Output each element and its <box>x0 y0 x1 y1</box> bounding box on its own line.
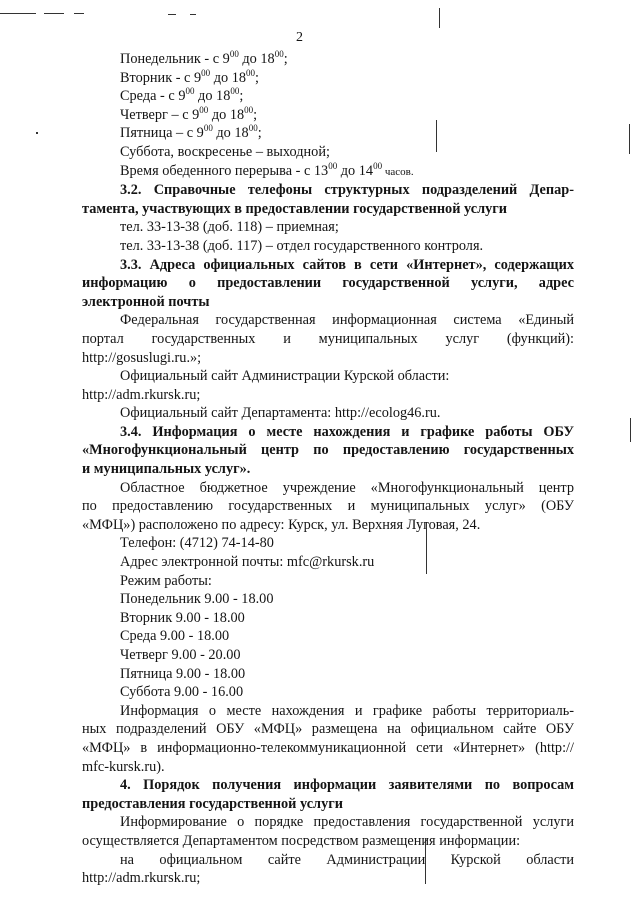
heading-line: «Многофункциональный центр по предоставлению государственных <box>82 442 574 459</box>
admin-site-paragraph <box>82 367 574 404</box>
heading-line: 3.4. Информация о месте нахождения и графике работы ОБУ <box>120 423 574 440</box>
heading-line: информацию о предоставлении государственной услуги, адрес <box>82 275 574 292</box>
section-3-2-heading <box>82 181 574 218</box>
text-line: Официальный сайт Администрации Курской области: <box>120 368 450 385</box>
schedule-line: Пятница – с $9^{00}$ до $18^{00}$; <box>120 124 262 142</box>
text-line: http://adm.rkursk.ru; <box>82 870 201 887</box>
portal-paragraph <box>82 311 574 367</box>
schedule-list <box>82 50 574 181</box>
heading-line: 3.2. Справочные телефоны структурных подразделений Депар- <box>120 182 574 199</box>
text-line: портал государственных и муниципальных услуг (функций): <box>82 330 574 347</box>
heading-line: электронной почты <box>82 293 210 310</box>
scan-mark <box>190 14 196 15</box>
mfc-mode: Режим работы: <box>120 572 212 589</box>
mfc-info-paragraph <box>82 702 574 776</box>
text-line: mfc-kursk.ru). <box>82 758 165 775</box>
text-line: Информация о месте нахождения и графике работы территориаль- <box>120 702 574 719</box>
schedule-line: Понедельник - с $9^{00}$ до $18^{00}$; <box>120 50 288 67</box>
heading-line: и муниципальных услуг». <box>82 461 251 478</box>
text-line: http://adm.rkursk.ru; <box>82 386 201 403</box>
mfc-schedule-line: Суббота 9.00 - 16.00 <box>120 684 244 701</box>
document-body <box>82 50 574 888</box>
phone-line: тел. 33-13-38 (доб. 117) – отдел государственного контроля. <box>120 237 484 254</box>
phone-line: тел. 33-13-38 (доб. 118) – приемная; <box>120 219 339 236</box>
mfc-schedule-line: Четверг 9.00 - 20.00 <box>120 647 241 663</box>
inform-paragraph <box>82 813 574 850</box>
text-line: «МФЦ» в информационно-телекоммуникационной сети «Интернет» (http:// <box>82 739 574 756</box>
official-paragraph <box>82 851 574 888</box>
section-3-4-heading <box>82 423 574 479</box>
scan-mark <box>629 124 630 154</box>
dept-site-line: Официальный сайт Департамента: http://ecolog46.ru. <box>120 405 441 422</box>
text-line: Федеральная государственная информационная система «Единый <box>120 312 574 329</box>
heading-line: предоставления государственной услуги <box>82 795 343 812</box>
scan-mark <box>168 14 176 15</box>
mfc-paragraph <box>82 479 574 535</box>
scan-mark <box>44 13 64 14</box>
section-3-3-heading <box>82 256 574 312</box>
text-line: по предоставлению государственных и муниципальных услуг» (ОБУ <box>82 498 574 515</box>
mfc-schedule-line: Вторник 9.00 - 18.00 <box>120 609 245 626</box>
heading-line: 3.3. Адреса официальных сайтов в сети «Интернет», содержащих <box>120 256 574 273</box>
text-line: «МФЦ») расположено по адресу: Курск, ул. Верхняя Луговая, 24. <box>82 516 481 533</box>
scan-mark <box>439 8 440 28</box>
scan-mark <box>36 132 38 134</box>
scan-mark <box>630 418 631 442</box>
heading-line: 4. Порядок получения информации заявителями по вопросам <box>120 777 574 794</box>
text-line: Областное бюджетное учреждение «Многофункциональный центр <box>120 479 574 496</box>
mfc-schedule-line: Понедельник 9.00 - 18.00 <box>120 591 274 608</box>
text-line: осуществляется Департаментом посредством размещения информации: <box>82 832 521 849</box>
heading-line: тамента, участвующих в предоставлении государственной услуги <box>82 200 507 217</box>
mfc-phone: Телефон: (4712) 74-14-80 <box>120 535 274 552</box>
text-line: Информирование о порядке предоставления государственной услуги <box>120 814 574 831</box>
section-4-heading <box>82 776 574 813</box>
mfc-schedule-line: Среда 9.00 - 18.00 <box>120 628 230 645</box>
scan-mark <box>74 13 84 14</box>
schedule-line: Вторник - с $9^{00}$ до $18^{00}$; <box>120 68 259 86</box>
schedule-line: Среда - с $9^{00}$ до $18^{00}$; <box>120 87 244 105</box>
scan-mark <box>0 13 36 14</box>
mfc-schedule-line: Пятница 9.00 - 18.00 <box>120 665 246 682</box>
text-line: http://gosuslugi.ru.»; <box>82 349 202 366</box>
text-line: ных подразделений ОБУ «МФЦ» размещена на официальном сайте ОБУ <box>82 721 574 738</box>
schedule-line: Четверг – с $9^{00}$ до $18^{00}$; <box>120 105 258 123</box>
mfc-email: Адрес электронной почты: mfc@rkursk.ru <box>120 554 375 571</box>
weekend-line: Суббота, воскресенье – выходной; <box>120 143 330 160</box>
text-line: на официальном сайте Администрации Курской области <box>120 851 574 868</box>
page-number: 2 <box>296 30 303 45</box>
lunch-line: Время обеденного перерыва - с $13^{00}$ до $14^{00}$ часов. <box>120 161 414 179</box>
